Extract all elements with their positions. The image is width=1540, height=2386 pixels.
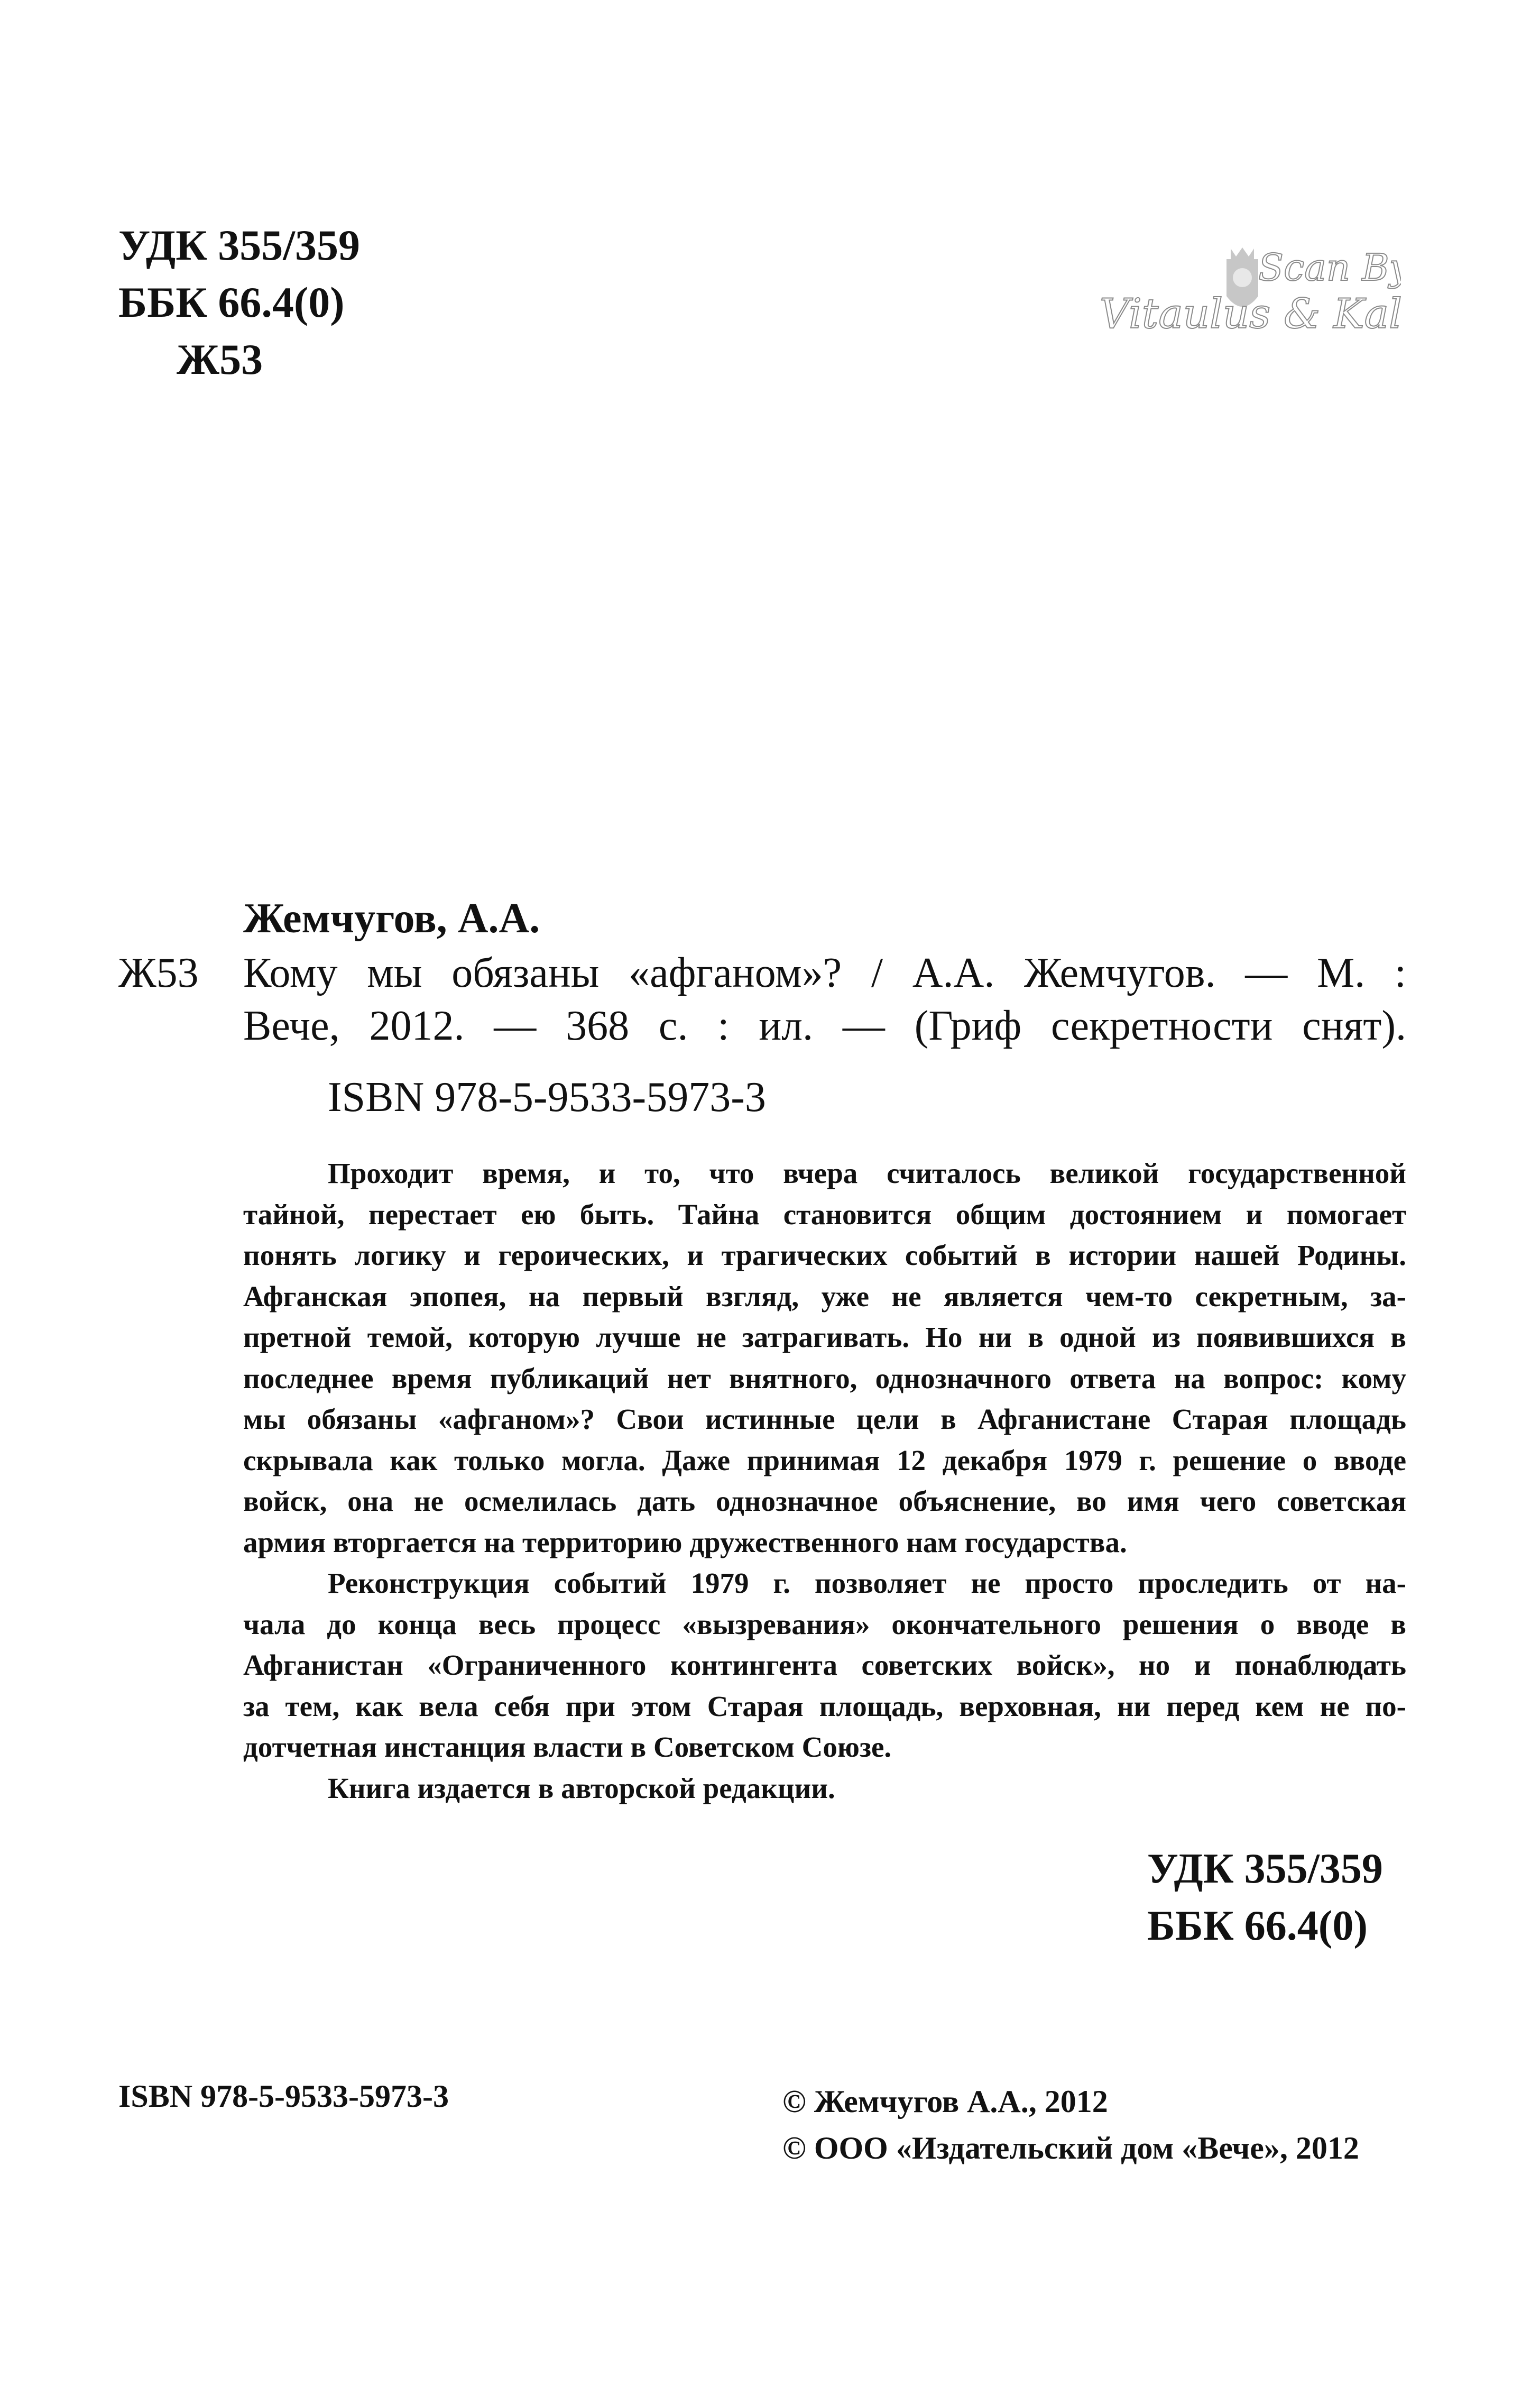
annotation-line: войск, она не осмелилась дать однозначное объяснение, во имя чего советская — [243, 1485, 1406, 1517]
annotation-line: Реконструкция событий 1979 г. позволяет не просто проследить от на- — [328, 1567, 1406, 1599]
annotation — [243, 1153, 1406, 1809]
bottom-bbk-code: ББК 66.4(0) — [1147, 1903, 1368, 1949]
card-author-mark: Ж53 — [118, 950, 199, 996]
footer-isbn: ISBN 978-5-9533-5973-3 — [118, 2079, 449, 2114]
scan-watermark — [1084, 227, 1401, 375]
annotation-line: последнее время публикаций нет внятного, однозначного ответа на вопрос: кому — [243, 1362, 1406, 1394]
watermark-line1: Scan By — [1258, 246, 1401, 289]
catalog-card — [243, 891, 1406, 1124]
card-bibliographic-description — [243, 947, 1406, 1052]
author-mark: Ж53 — [177, 335, 263, 383]
annotation-line: понять логику и героических, и трагических событий в истории нашей Родины. — [243, 1239, 1406, 1271]
copyright-author: © Жемчугов А.А., 2012 — [782, 2084, 1108, 2119]
annotation-line: скрывала как только могла. Даже принимая 12 декабря 1979 г. решение о вводе — [243, 1444, 1406, 1476]
bbk-code: ББК 66.4(0) — [118, 278, 345, 326]
watermark-line2: Vitaulus & Kali — [1100, 290, 1401, 338]
annotation-line: Книга издается в авторской редакции. — [328, 1772, 835, 1804]
copyright-block — [782, 2078, 1359, 2171]
bottom-udk-code: УДК 355/359 — [1147, 1846, 1383, 1892]
crest-icon — [1084, 227, 1401, 375]
annotation-line: Афганская эпопея, на первый взгляд, уже не является чем-то секретным, за- — [243, 1280, 1406, 1313]
card-isbn: ISBN 978-5-9533-5973-3 — [328, 1074, 766, 1121]
card-title-line: Кому мы обязаны «афганом»? / А.А. Жемчугов. — М. : — [243, 950, 1406, 996]
copyright-publisher: © ООО «Издательский дом «Вече», 2012 — [782, 2131, 1359, 2165]
annotation-line: тайной, перестает ею быть. Тайна становится общим достоянием и помогает — [243, 1198, 1406, 1231]
classification-codes — [118, 217, 360, 388]
annotation-line: за тем, как вела себя при этом Старая площадь, верховная, ни перед кем не по- — [243, 1690, 1406, 1722]
bottom-classification-codes — [1147, 1840, 1383, 1954]
card-imprint-line: Вече, 2012. — 368 с. : ил. — (Гриф секретности снят). — [243, 1003, 1406, 1049]
annotation-line: мы обязаны «афганом»? Свои истинные цели в Афганистане Старая площадь — [243, 1403, 1406, 1435]
annotation-line: претной темой, которую лучше не затрагивать. Но ни в одной из появившихся в — [243, 1321, 1406, 1353]
card-author: Жемчугов, А.А. — [243, 895, 540, 942]
annotation-line: чала до конца весь процесс «вызревания» окончательного решения о вводе в — [243, 1608, 1406, 1640]
udk-code: УДК 355/359 — [118, 221, 361, 269]
annotation-line: Афганистан «Ограниченного контингента советских войск», но и понаблюдать — [243, 1649, 1406, 1681]
annotation-line: дотчетная инстанция власти в Советском Союзе. — [243, 1731, 892, 1763]
annotation-line: Проходит время, и то, что вчера считалось великой государственной — [328, 1157, 1406, 1189]
annotation-line: армия вторгается на территорию дружественного нам государства. — [243, 1526, 1127, 1558]
